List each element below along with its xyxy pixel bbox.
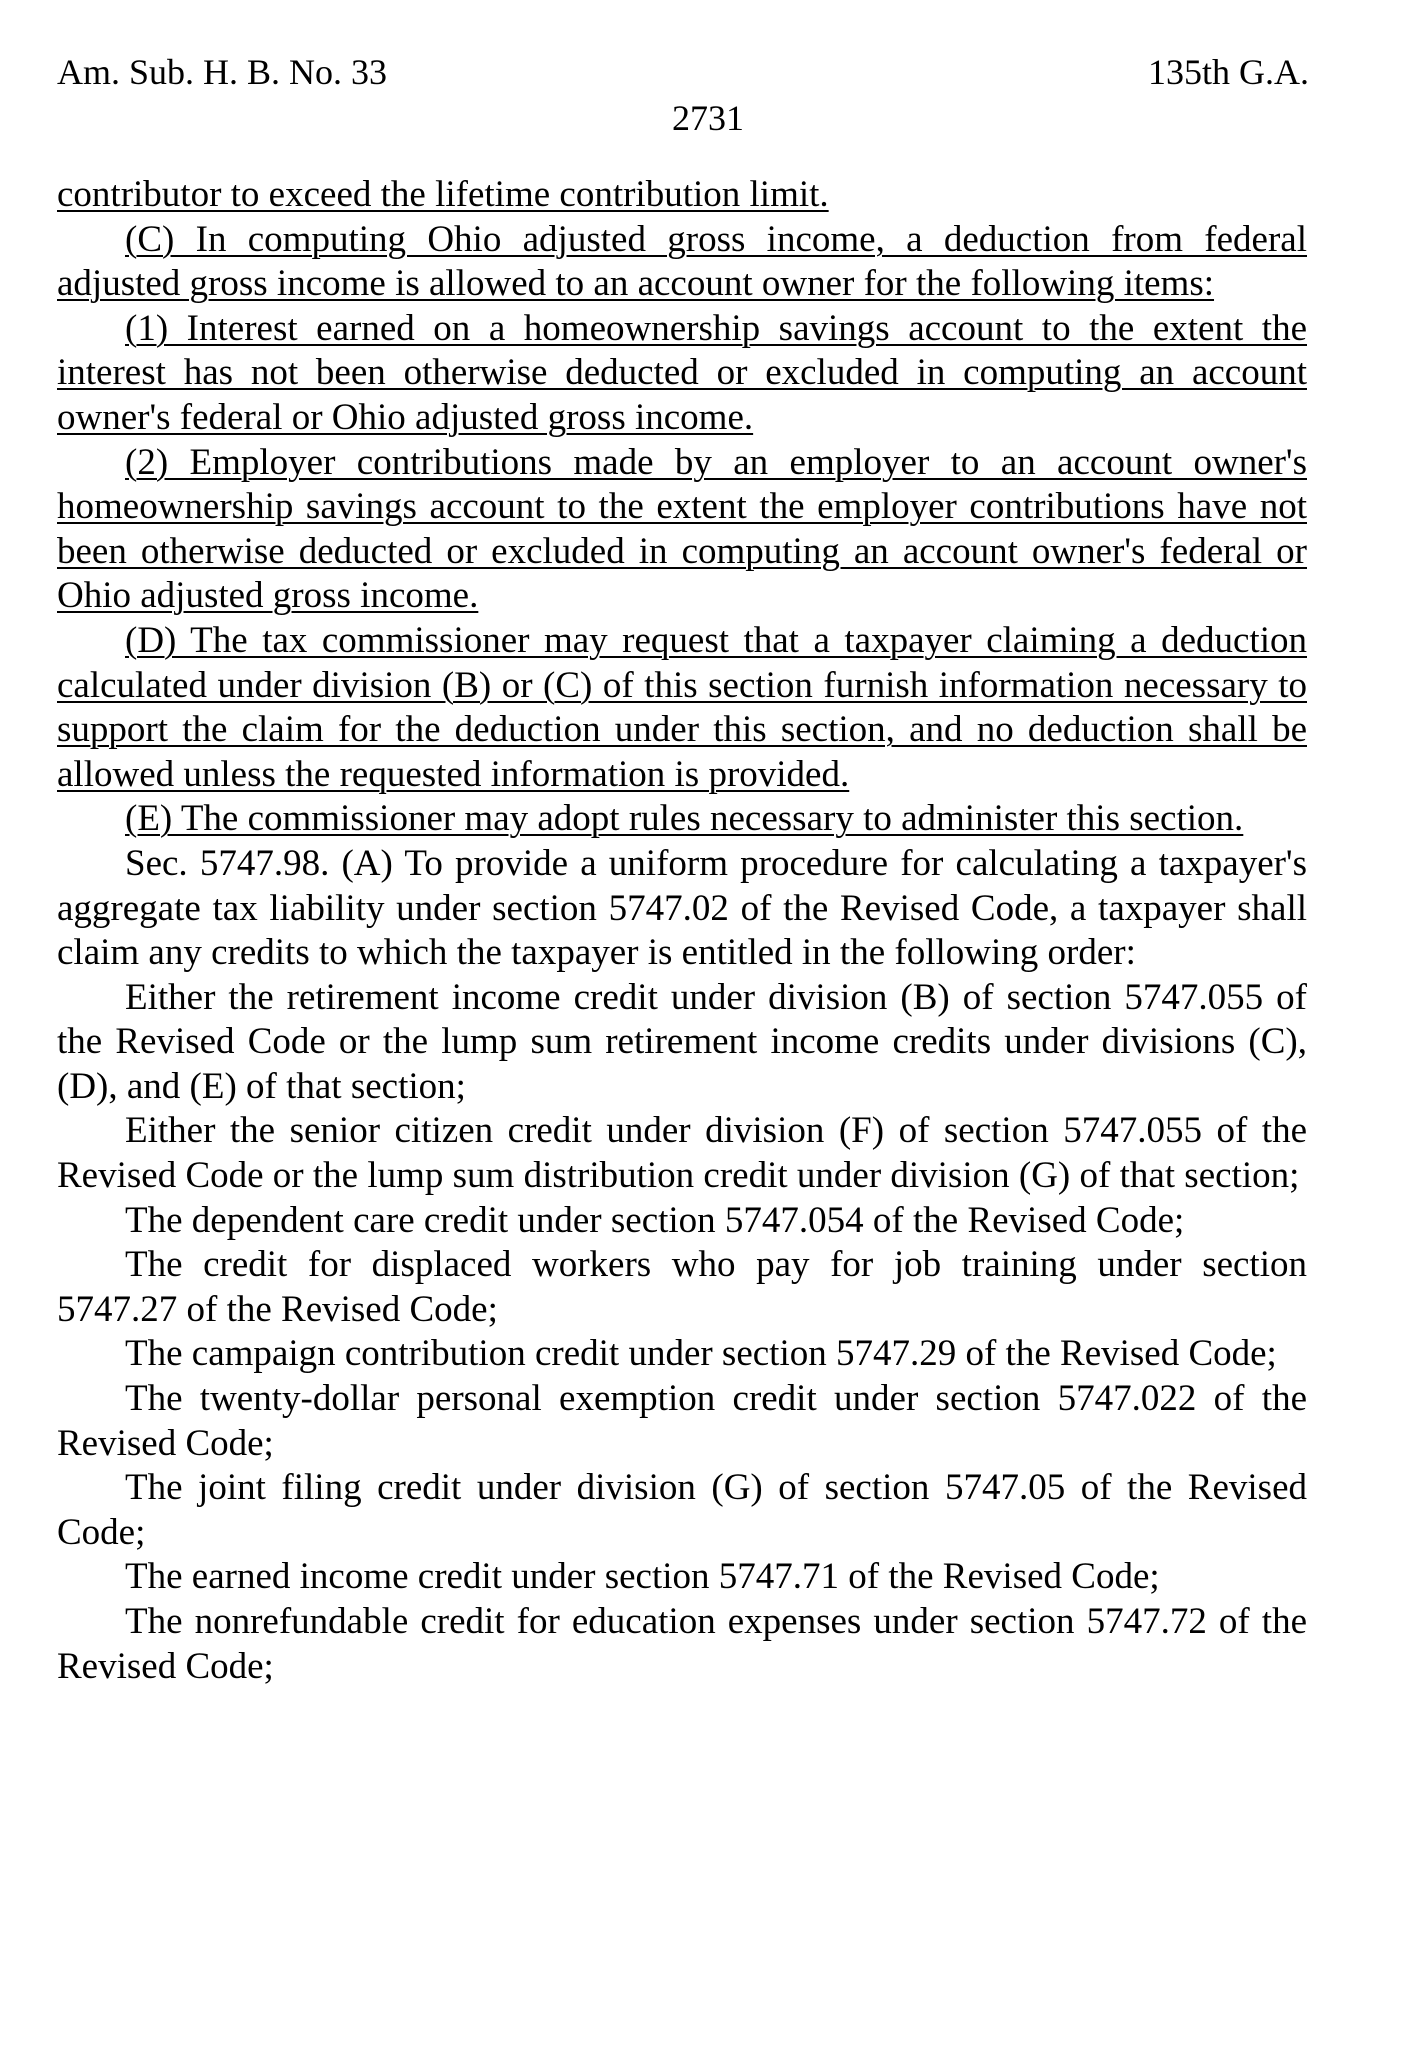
paragraph-item-2-employer: (2) Employer contributions made by an employer to an account owner's homeownership savings account to the extent the employer contributions have not been otherwise deducted or excluded in computing an account owner's federal or Ohio adjusted gross income. xyxy=(57,441,1307,617)
credit-earned-income: The earned income credit under section 5747.71 of the Revised Code; xyxy=(125,1556,1160,1598)
paragraph-division-d: (D) The tax commissioner may request that a taxpayer claiming a deduction calculated under division (B) or (C) of this section furnish information necessary to support the claim for the deduction under this section, and no deduction shall be allowed unless the requested information is provided. xyxy=(57,619,1307,795)
credit-displaced-workers: The credit for displaced workers who pay for job training under section 5747.27 of the Revised Code; xyxy=(57,1244,1307,1330)
page-number: 2731 xyxy=(672,98,744,138)
credit-retirement-income: Either the retirement income credit under division (B) of section 5747.055 of the Revised Code or the lump sum retirement income credits under divisions (C), (D), and (E) of that section; xyxy=(57,976,1307,1107)
paragraph-division-c: (C) In computing Ohio adjusted gross income, a deduction from federal adjusted gross income is allowed to an account owner for the following items: xyxy=(57,218,1307,305)
credit-joint-filing: The joint filing credit under division (G) of section 5747.05 of the Revised Code; xyxy=(57,1467,1307,1553)
paragraph-division-e: (E) The commissioner may adopt rules necessary to administer this section. xyxy=(125,798,1244,840)
bill-number: Am. Sub. H. B. No. 33 xyxy=(57,52,388,92)
general-assembly: 135th G.A. xyxy=(1148,52,1309,92)
credit-campaign-contribution: The campaign contribution credit under section 5747.29 of the Revised Code; xyxy=(125,1333,1277,1375)
credit-senior-citizen: Either the senior citizen credit under division (F) of section 5747.055 of the Revised Code or the lump sum distribution credit under division (G) of that section; xyxy=(57,1110,1307,1197)
document-body xyxy=(57,173,1307,1689)
paragraph-item-1-interest: (1) Interest earned on a homeownership savings account to the extent the interest has not been otherwise deducted or excluded in computing an account owner's federal or Ohio adjusted gross income. xyxy=(57,307,1307,438)
credit-education-expenses: The nonrefundable credit for education expenses under section 5747.72 of the Revised Code; xyxy=(57,1601,1307,1687)
paragraph-contribution-limit: contributor to exceed the lifetime contribution limit. xyxy=(57,174,829,215)
credit-personal-exemption: The twenty-dollar personal exemption credit under section 5747.022 of the Revised Code; xyxy=(57,1378,1307,1464)
paragraph-sec-5747-98: Sec. 5747.98. (A) To provide a uniform procedure for calculating a taxpayer's aggregate tax liability under section 5747.02 of the Revised Code, a taxpayer shall claim any credits to which the taxpayer is entitled in the following order: xyxy=(57,842,1307,974)
credit-dependent-care: The dependent care credit under section 5747.054 of the Revised Code; xyxy=(125,1199,1185,1241)
